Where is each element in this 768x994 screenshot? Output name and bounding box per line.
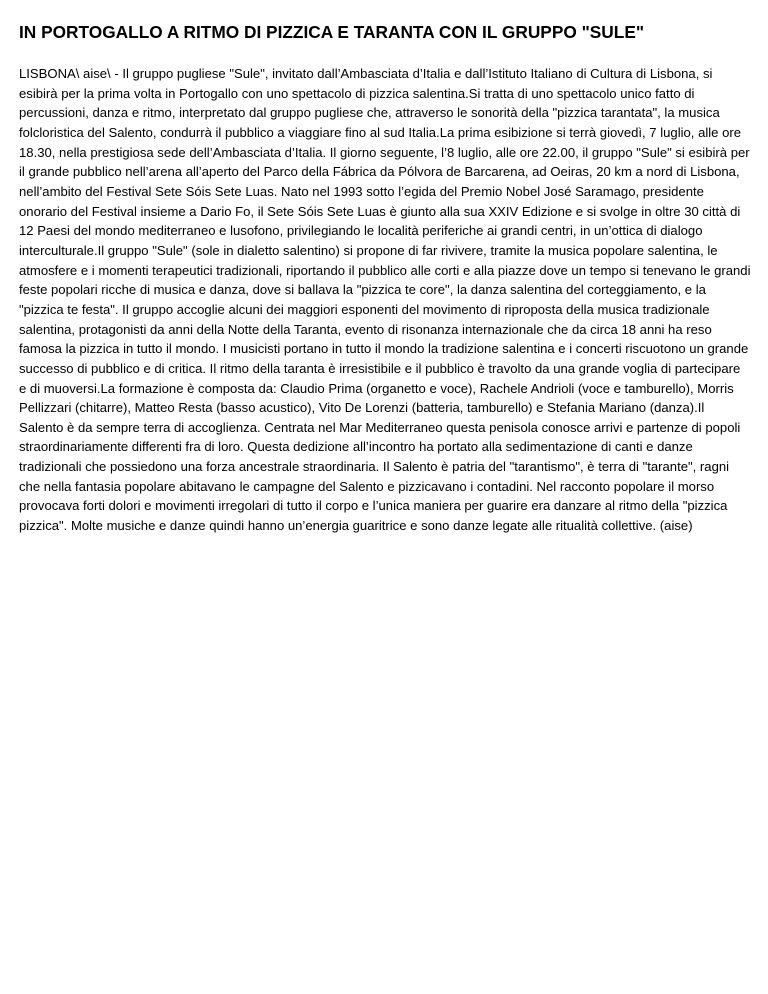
article-page (19, 21, 751, 536)
article-body: LISBONA\ aise\ - Il gruppo pugliese "Sule", invitato dall’Ambasciata d’Italia e dall’Istituto Italiano di Cultura di Lisbona, si esibirà per la prima volta in Portogallo con uno spettacolo di pizzica salentina.Si tratta di uno spettacolo unico fatto di percussioni, danza e ritmo, interpretato dal gruppo pugliese che, attraverso le sonorità della "pizzica tarantata", la musica folcloristica del Salento, condurrà il pubblico a viaggiare fino al sud Italia.La prima esibizione si terrà giovedì, 7 luglio, alle ore 18.30, nella prestigiosa sede dell’Ambasciata d’Italia. Il giorno seguente, l’8 luglio, alle ore 22.00, il gruppo "Sule" si esibirà per il grande pubblico nell’arena all’aperto del Parco della Fábrica da Pólvora de Barcarena, ad Oeiras, 20 km a nord di Lisbona, nell’ambito del Festival Sete Sóis Sete Luas. Nato nel 1993 sotto l’egida del Premio Nobel José Saramago, presidente onorario del Festival insieme a Dario Fo, il Sete Sóis Sete Luas è giunto alla sua XXIV Edizione e si svolge in oltre 30 città di 12 Paesi del mondo mediterraneo e lusofono, privilegiando le località periferiche ai grandi centri, in un’ottica di dialogo interculturale.Il gruppo "Sule" (sole in dialetto salentino) si propone di far rivivere, tramite la musica popolare salentina, le atmosfere e i momenti terapeutici tradizionali, riportando il pubblico alle corti e alla piazze dove un tempo si tenevano le grandi feste popolari ricche di musica e danza, dove si ballava la "pizzica te core", la danza salentina del corteggiamento, e la "pizzica te festa". Il gruppo accoglie alcuni dei maggiori esponenti del movimento di riproposta della musica tradizionale salentina, protagonisti da anni della Notte della Taranta, evento di risonanza internazionale che da circa 18 anni ha reso famosa la pizzica in tutto il mondo. I musicisti portano in tutto il mondo la tradizione salentina e i concerti riscuotono un grande successo di pubblico e di critica. Il ritmo della taranta è irresistibile e il pubblico è travolto da una grande voglia di partecipare e di muoversi.La formazione è composta da: Claudio Prima (organetto e voce), Rachele Andrioli (voce e tamburello), Morris Pellizzari (chitarre), Matteo Resta (basso acustico), Vito De Lorenzi (batteria, tamburello) e Stefania Mariano (danza).Il Salento è da sempre terra di accoglienza. Centrata nel Mar Mediterraneo questa penisola conosce arrivi e partenze di popoli straordinariamente differenti fra di loro. Questa dedizione all’incontro ha portato alla sedimentazione di canti e danze tradizionali che possiedono una forza ancestrale straordinaria. Il Salento è patria del "tarantismo", è terra di "tarante", ragni che nella fantasia popolare abitavano le campagne del Salento e pizzicavano i contadini. Nel racconto popolare il morso provocava forti dolori e movimenti irregolari di tutto il corpo e l’unica maniera per guarire era danzare al ritmo della "pizzica pizzica". Molte musiche e danze quindi hanno un’energia guaritrice e sono danze legate alle ritualità collettive. (aise) (19, 66, 751, 534)
article-title: IN PORTOGALLO A RITMO DI PIZZICA E TARANTA CON IL GRUPPO "SULE" (19, 22, 645, 42)
